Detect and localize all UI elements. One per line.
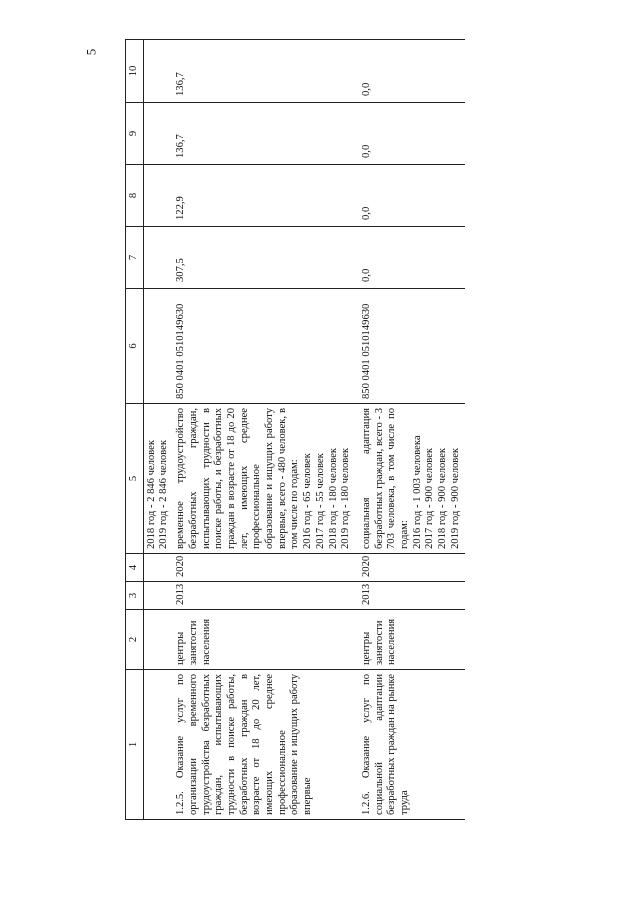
end-year-cell: 2020: [173, 554, 359, 582]
executor-cell: центры занятости населения: [359, 610, 465, 670]
col-number-8: 8: [126, 165, 144, 227]
result-year-line: 2018 год - 900 человек: [437, 447, 449, 549]
col-number-9: 9: [126, 103, 144, 165]
value-2018-cell: 136,7: [173, 103, 359, 165]
program-table: [125, 39, 465, 820]
page-number: 5: [83, 48, 99, 56]
budget-code-cell: 850 0401 0510149630: [173, 289, 359, 404]
result-cell: [173, 404, 359, 554]
executor-cell: центры занятости населения: [173, 610, 359, 670]
total-value-cell: 307,5: [173, 227, 359, 289]
rotated-table-sheet: [125, 40, 639, 820]
measure-cell: 1.2.5. Оказание услуг по организации временного трудоустройства безработных граждан, испытывающих трудности в поиске работы, безработных граждан в возрасте от 18 до 20 лет, имеющих среднее профессиональное образование и ищущих работу впервые: [173, 670, 359, 820]
continuation-cell: [143, 404, 173, 554]
result-year-line: 2017 год - 900 человек: [424, 447, 436, 549]
result-text: временное трудоустройство безработных граждан, испытывающих трудности в поиске работы, и безработных граждан в возрасте от 18 до 20 лет, имеющих среднее профессиональное образование и ищущих работу впервые, всего - 480 человек, в том числе по годам:: [175, 408, 301, 549]
continuation-line: 2018 год - 2 846 человек: [145, 439, 157, 549]
table-row: [173, 40, 359, 820]
value-2019-cell: 136,7: [173, 40, 359, 103]
col-number-5: 5: [126, 404, 144, 554]
continuation-row: [143, 40, 173, 820]
measure-cell: 1.2.6. Оказание услуг по социальной адаптации безработных граждан на рынке труда: [359, 670, 465, 820]
result-year-line: 2018 год - 180 человек: [327, 447, 339, 549]
col-number-10: 10: [126, 40, 144, 103]
column-number-row: [126, 40, 144, 820]
col-number-6: 6: [126, 289, 144, 404]
col-number-7: 7: [126, 227, 144, 289]
budget-code-cell: 850 0401 0510149630: [359, 289, 465, 404]
result-year-line: 2017 год - 55 человек: [314, 453, 326, 549]
end-year-cell: 2020: [359, 554, 465, 582]
start-year-cell: 2013: [359, 582, 465, 610]
value-2017-cell: 0,0: [359, 165, 465, 227]
continuation-line: 2019 год - 2 846 человек: [158, 439, 170, 549]
result-year-line: 2016 год - 65 человек: [302, 453, 314, 549]
result-text: социальная адаптация безработных граждан, всего - 3 703 человека, в том числе по годам:: [360, 408, 411, 549]
result-cell: [359, 404, 465, 554]
value-2017-cell: 122,9: [173, 165, 359, 227]
col-number-4: 4: [126, 554, 144, 582]
result-year-line: 2016 год - 1 003 человека: [411, 435, 423, 549]
result-year-line: 2019 год - 180 человек: [340, 447, 352, 549]
table-row: [359, 40, 465, 820]
value-2019-cell: 0,0: [359, 40, 465, 103]
result-year-line: 2019 год - 900 человек: [449, 447, 461, 549]
col-number-1: 1: [126, 670, 144, 820]
start-year-cell: 2013: [173, 582, 359, 610]
total-value-cell: 0,0: [359, 227, 465, 289]
col-number-2: 2: [126, 610, 144, 670]
value-2018-cell: 0,0: [359, 103, 465, 165]
col-number-3: 3: [126, 582, 144, 610]
